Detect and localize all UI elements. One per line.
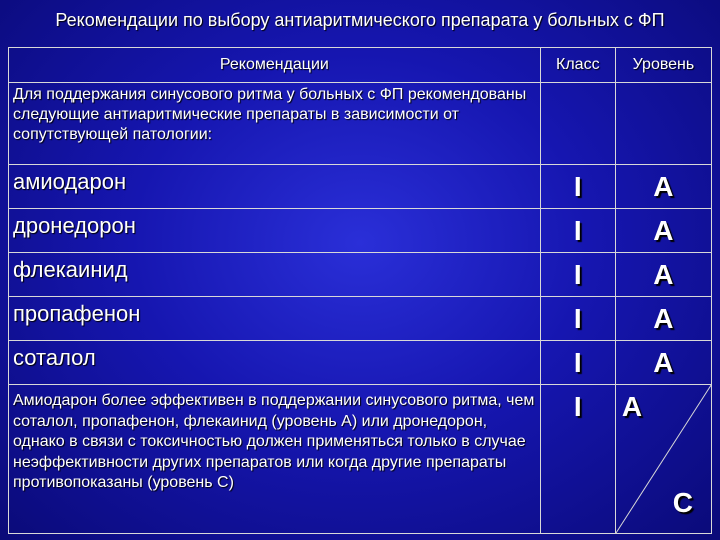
table-row (9, 297, 712, 341)
table-row (9, 165, 712, 209)
note-level-cell (615, 385, 711, 534)
intro-level-cell (615, 83, 711, 165)
note-row (9, 385, 712, 534)
drug-class: I (540, 165, 615, 209)
table-header-row (9, 48, 712, 83)
note-class: I (540, 385, 615, 534)
note-level-c: C (672, 487, 693, 518)
drug-class: I (540, 341, 615, 385)
table-row (9, 253, 712, 297)
drug-name: амиодарон (9, 165, 541, 209)
table-row (9, 341, 712, 385)
drug-level: A (615, 297, 711, 341)
drug-level: A (615, 341, 711, 385)
table-row (9, 209, 712, 253)
intro-class-cell (540, 83, 615, 165)
recommendations-table (8, 47, 712, 534)
drug-level: A (615, 253, 711, 297)
intro-row (9, 83, 712, 165)
drug-level: A (615, 165, 711, 209)
note-text: Амиодарон более эффективен в поддержании синусового ритма, чем соталол, пропафенон, флекаинид (уровень А) или дронедорон, однако в связи с токсичностью должен применяться только в случае неэффективности других препаратов или когда другие препараты противопоказаны (уровень С) (9, 385, 541, 534)
drug-class: I (540, 253, 615, 297)
header-recommendations: Рекомендации (9, 48, 541, 83)
slide-title: Рекомендации по выбору антиаритмического препарата у больных с ФП (55, 10, 665, 30)
drug-class: I (540, 209, 615, 253)
note-level-a: A (621, 391, 643, 422)
drug-name: флекаинид (9, 253, 541, 297)
drug-name: пропафенон (9, 297, 541, 341)
drug-name: соталол (9, 341, 541, 385)
header-level: Уровень (615, 48, 711, 83)
drug-level: A (615, 209, 711, 253)
intro-text: Для поддержания синусового ритма у больных с ФП рекомендованы следующие антиаритмические препараты в зависимости от сопутствующей патологии: (9, 83, 541, 165)
drug-class: I (540, 297, 615, 341)
header-class: Класс (540, 48, 615, 83)
drug-name: дронедорон (9, 209, 541, 253)
